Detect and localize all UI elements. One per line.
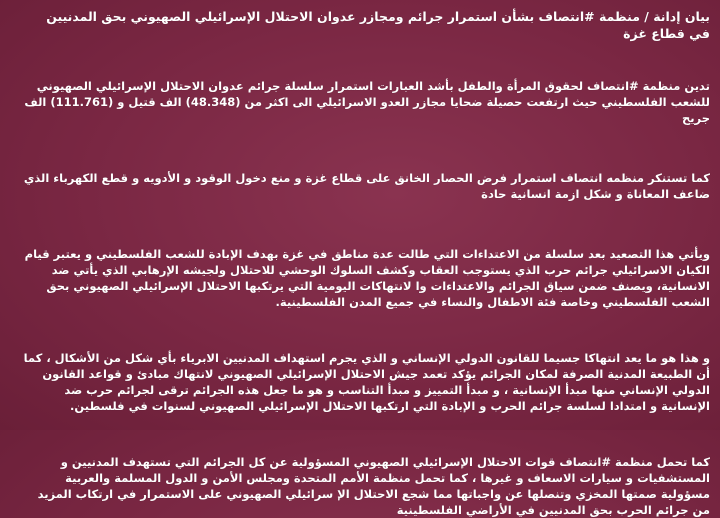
statement-title: بيان إدانة / منظمة #انتصاف بشأن استمرار جرائم ومجازر عدوان الاحتلال الإسرائيلي الصهيوني بحق المدنيين في قطاع غزة <box>46 9 710 41</box>
statement-document <box>22 8 710 517</box>
paragraph-international-law: و هذا هو ما يعد انتهاكا جسيما للقانون الدولي الإنساني و الذي يجرم استهداف المدنيين الابرياء بأي شكل من الأشكال ، كما أن الطبيعة المدنية الصرفة لمكان الجرائم يؤكد تعمد جيش الاحتلال الإسرائيلي الصهيوني لانتهاك مبادئ و قواعد القانون الدولي الإنساني منها مبدأ الإنسانية ، و مبدأ التمييز و مبدأ التناسب و هو ما جعل هذه الجرائم ترقى لجرائم حرب ضد الإنسانية و امتدادا لسلسة جرائم الحرب و الإبادة التي ارتكبها الاحتلال الإسرائيلي الصهيوني لسنوات في فلسطين. <box>23 351 710 413</box>
paragraph-responsibility: كما تحمل منظمة #انتصاف قوات الاحتلال الإسرائيلي الصهيوني المسؤولية عن كل الجرائم التي تستهدف المدنيين و المستشفيات و سيارات الاسعاف و غيرها ، كما تحمل منظمة الأمم المتحدة ومجلس الأمن و الدول المسلمة والعربية مسؤولية صمتها المخزي وتنصلها عن واجباتها مما شجع الاحتلال الإ سرائيلي الصهيوني على الاستمرار في ارتكاب المزيد من جرائم الحرب بحق المدنيين في الأراضي الفلسطينية <box>37 455 710 517</box>
paragraph-escalation: ويأتي هذا التصعيد بعد سلسلة من الاعتداءات التي طالت عدة مناطق في غزة بهدف الإبادة للشعب الفلسطيني و يعتبر قيام الكيان الاسرائيلي جرائم حرب الذي يستوجب العقاب وكشف السلوك الوحشي للاحتلال ولجيشه الإرهابي الذي يأتي ضد الانسانية، ويصنف ضمن سياق الجرائم والاعتداءات وا لانتهاكات اليومية التي يرتكبها الاحتلال الإسرائيلي الصهيوني بحق الشعب الفلسطيني وخاصة فئة الاطفال والنساء في جميع المدن الفلسطينية. <box>24 247 710 309</box>
paragraph-siege: كما تستنكر منظمه انتصاف استمرار فرض الحصار الخانق على قطاع غزة و منع دخول الوقود و الأدويه و قطع الكهرباء الذي ضاعف المعاناة و شكل ازمة انسانية حادة <box>23 171 710 201</box>
paragraph-condemnation: تدين منظمة #انتصاف لحقوق المرأة والطفل بأشد العبارات استمرار سلسلة جرائم عدوان الاحتلال الإسرائيلي الصهيوني للشعب الفلسطيني حيث ارتفعت حصيلة ضحايا مجازر العدو الاسرائيلي الى اكثر من (48.348) الف قتيل و (111.761) الف جريح <box>24 79 710 125</box>
